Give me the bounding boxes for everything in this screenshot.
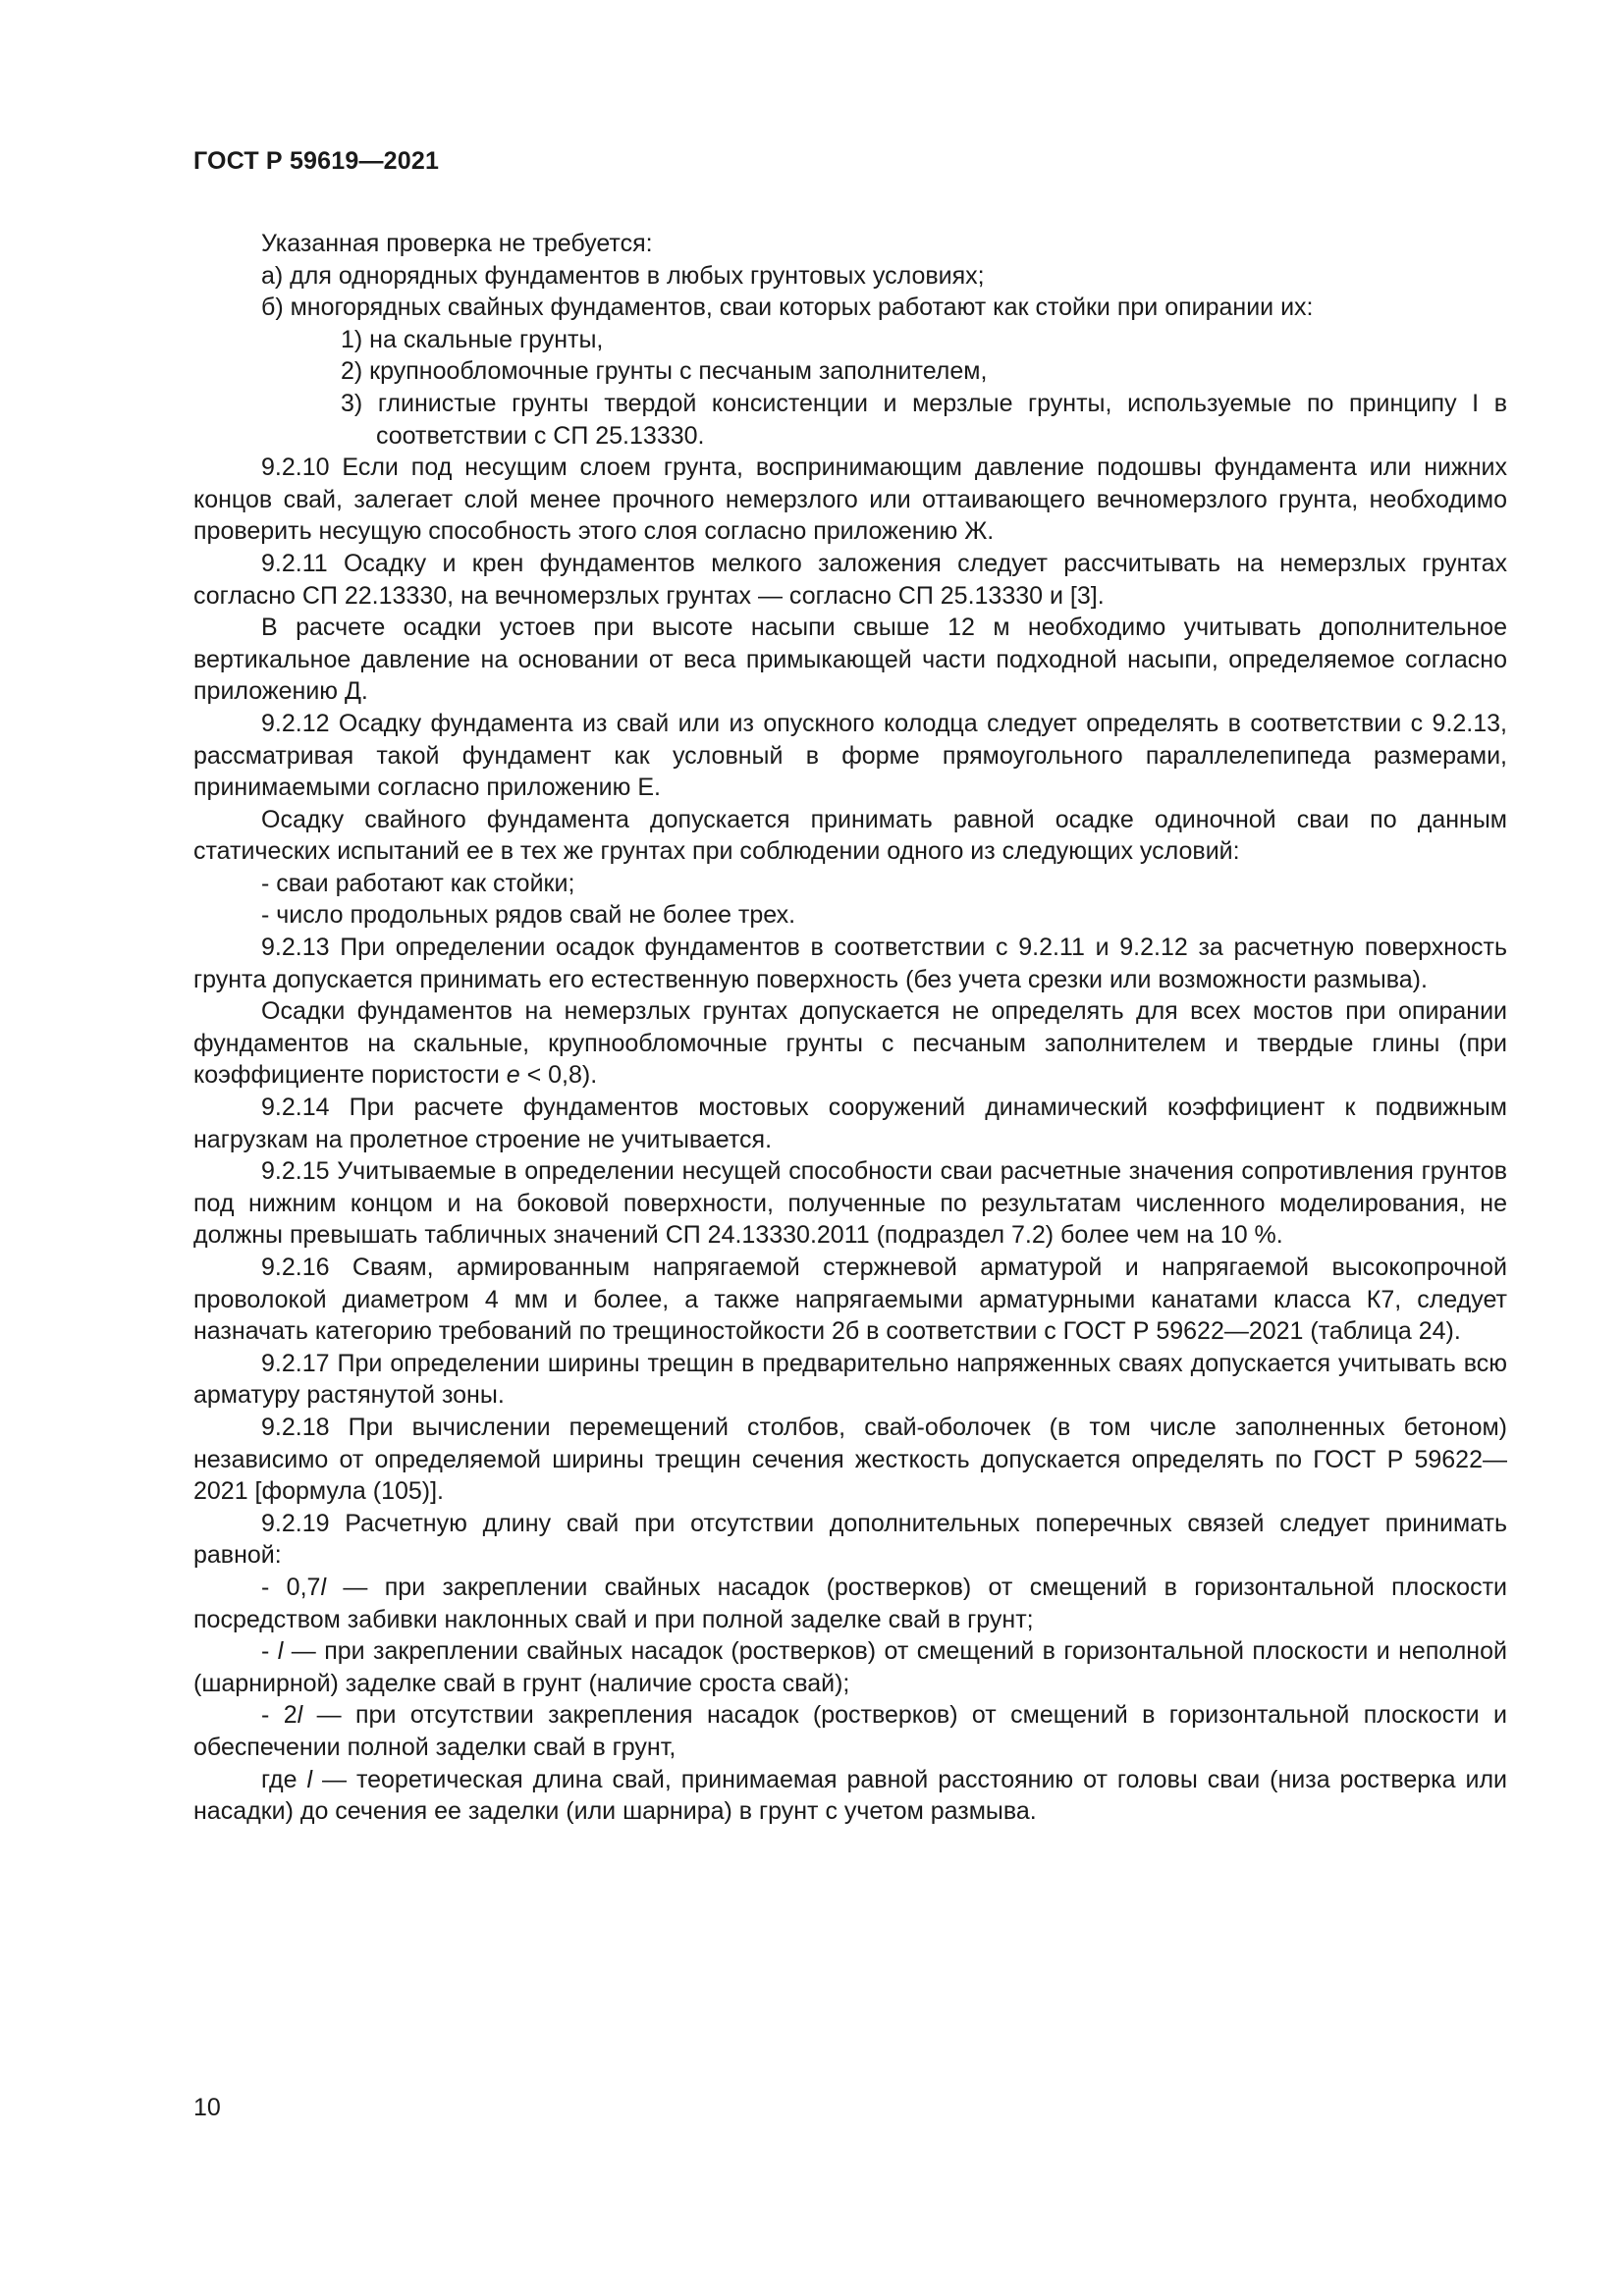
text-run: — при закреплении свайных насадок (ростверков) от смещений в горизонтальной плоскости посредством забивки наклонных свай и при полной заделке свай в грунт; bbox=[193, 1573, 1507, 1633]
list-item-b3: 3) глинистые грунты твердой консистенции и мерзлые грунты, используемые по принципу I в соответствии с СП 25.13330. bbox=[341, 389, 1507, 450]
list-item-length-2l bbox=[193, 1699, 1507, 1763]
paragraph-settlement-nonfrozen bbox=[193, 995, 1507, 1092]
list-item-a: а) для однорядных фундаментов в любых грунтовых условиях; bbox=[261, 261, 985, 290]
text-run: - bbox=[261, 1637, 278, 1666]
clause-9-2-15: 9.2.15 Учитываемые в определении несущей способности сваи расчетные значения сопротивления грунтов под нижним концом и на боковой поверхности, полученные по результатам численного моделирования, не должны превышать табличных значений СП 24.13330.2011 (подраздел 7.2) более чем на 10 %. bbox=[193, 1157, 1507, 1250]
clause-9-2-19: 9.2.19 Расчетную длину свай при отсутствии дополнительных поперечных связей следует принимать равной: bbox=[193, 1509, 1507, 1570]
list-item-rows-count: - число продольных рядов свай не более трех. bbox=[261, 901, 796, 930]
clause-9-2-13: 9.2.13 При определении осадок фундаментов в соответствии с 9.2.11 и 9.2.12 за расчетную поверхность грунта допускается принимать его естественную поверхность (без учета срезки или возможности размыва). bbox=[193, 934, 1507, 993]
paragraph-where-l bbox=[193, 1764, 1507, 1828]
text-run: — теоретическая длина свай, принимаемая равной расстоянию от головы сваи (низа ростверка или насадки) до сечения ее заделки (или шарнира) в грунт с учетом размыва. bbox=[193, 1765, 1507, 1826]
text-run: — при отсутствии закрепления насадок (ростверков) от смещений в горизонтальной плоскости и обеспечении полной заделки свай в грунт, bbox=[193, 1701, 1507, 1761]
variable-l: l bbox=[320, 1573, 326, 1601]
paragraph-pile-foundation-settlement: Осадку свайного фундамента допускается принимать равной осадке одиночной сваи по данным статических испытаний ее в тех же грунтах при соблюдении одного из следующих условий: bbox=[193, 805, 1507, 866]
variable-l: l bbox=[297, 1701, 303, 1730]
paragraph-intro: Указанная проверка не требуется: bbox=[261, 230, 653, 257]
text-run: - 2 bbox=[261, 1701, 298, 1730]
text-run: < 0,8). bbox=[519, 1061, 598, 1090]
clause-9-2-11: 9.2.11 Осадку и крен фундаментов мелкого заложения следует рассчитывать на немерзлых грунтах согласно СП 22.13330, на вечномерзлых грунтах — согласно СП 25.13330 и [3]. bbox=[193, 549, 1507, 610]
text-run: где bbox=[261, 1765, 307, 1793]
list-item-b: б) многорядных свайных фундаментов, сваи которых работают как стойки при опирании их: bbox=[261, 294, 1314, 322]
paragraph-abutment-settlement: В расчете осадки устоев при высоте насыпи свыше 12 м необходимо учитывать дополнительное вертикальное давление на основании от веса примыкающей части подходной насыпи, определяемое согласно приложению Д. bbox=[193, 614, 1507, 706]
list-item-b1: 1) на скальные грунты, bbox=[341, 325, 604, 353]
clause-9-2-18: 9.2.18 При вычислении перемещений столбов, свай-оболочек (в том числе заполненных бетоном) независимо от определяемой ширины трещин сечения жесткость допускается определять по ГОСТ Р 59622—2021 [формула (105)]. bbox=[193, 1413, 1507, 1506]
clause-9-2-10: 9.2.10 Если под несущим слоем грунта, воспринимающим давление подошвы фундамента или нижних концов свай, залегает слой менее прочного немерзлого или оттаивающего вечномерзлого грунта, необходимо проверить несущую способность этого слоя согласно приложению Ж. bbox=[193, 454, 1507, 546]
text-run: - 0,7 bbox=[261, 1573, 321, 1601]
variable-l: l bbox=[306, 1765, 313, 1793]
variable-l: l bbox=[277, 1637, 284, 1666]
list-item-length-0-7l bbox=[193, 1572, 1507, 1635]
document-header: ГОСТ Р 59619—2021 bbox=[193, 147, 440, 175]
text-run: — при закреплении свайных насадок (ростверков) от смещений в горизонтальной плоскости и неполной (шарнирной) заделке свай в грунт (наличие сроста свай); bbox=[193, 1637, 1507, 1697]
clause-9-2-16: 9.2.16 Сваям, армированным напрягаемой стержневой арматурой и напрягаемой высокопрочной проволокой диаметром 4 мм и более, а также напрягаемыми арматурными канатами класса К7, следует назначать категорию требований по трещиностойкости 2б в соответствии с ГОСТ Р 59622—2021 (таблица 24). bbox=[193, 1254, 1507, 1346]
document-body bbox=[193, 228, 1507, 1828]
clause-9-2-17: 9.2.17 При определении ширины трещин в предварительно напряженных сваях допускается учитывать всю арматуру растянутой зоны. bbox=[193, 1349, 1507, 1410]
list-item-length-l bbox=[193, 1635, 1507, 1699]
list-item-piles-as-columns: - сваи работают как стойки; bbox=[261, 869, 575, 897]
list-item-b2: 2) крупнообломочные грунты с песчаным заполнителем, bbox=[341, 357, 988, 386]
clause-9-2-12: 9.2.12 Осадку фундамента из свай или из опускного колодца следует определять в соответствии с 9.2.13, рассматривая такой фундамент как условный в форме прямоугольного параллелепипеда размерами, принимаемыми согласно приложению Е. bbox=[193, 709, 1507, 802]
variable-e: e bbox=[506, 1061, 520, 1090]
page-number: 10 bbox=[193, 2094, 221, 2121]
text-run: Осадки фундаментов на немерзлых грунтах допускается не определять для всех мостов при опирании фундаментов на скальные, крупнообломочные грунты с песчаным заполнителем и твердые глины (при коэффициенте пористости bbox=[193, 997, 1507, 1090]
clause-9-2-14: 9.2.14 При расчете фундаментов мостовых сооружений динамический коэффициент к подвижным нагрузкам на пролетное строение не учитывается. bbox=[193, 1094, 1507, 1153]
